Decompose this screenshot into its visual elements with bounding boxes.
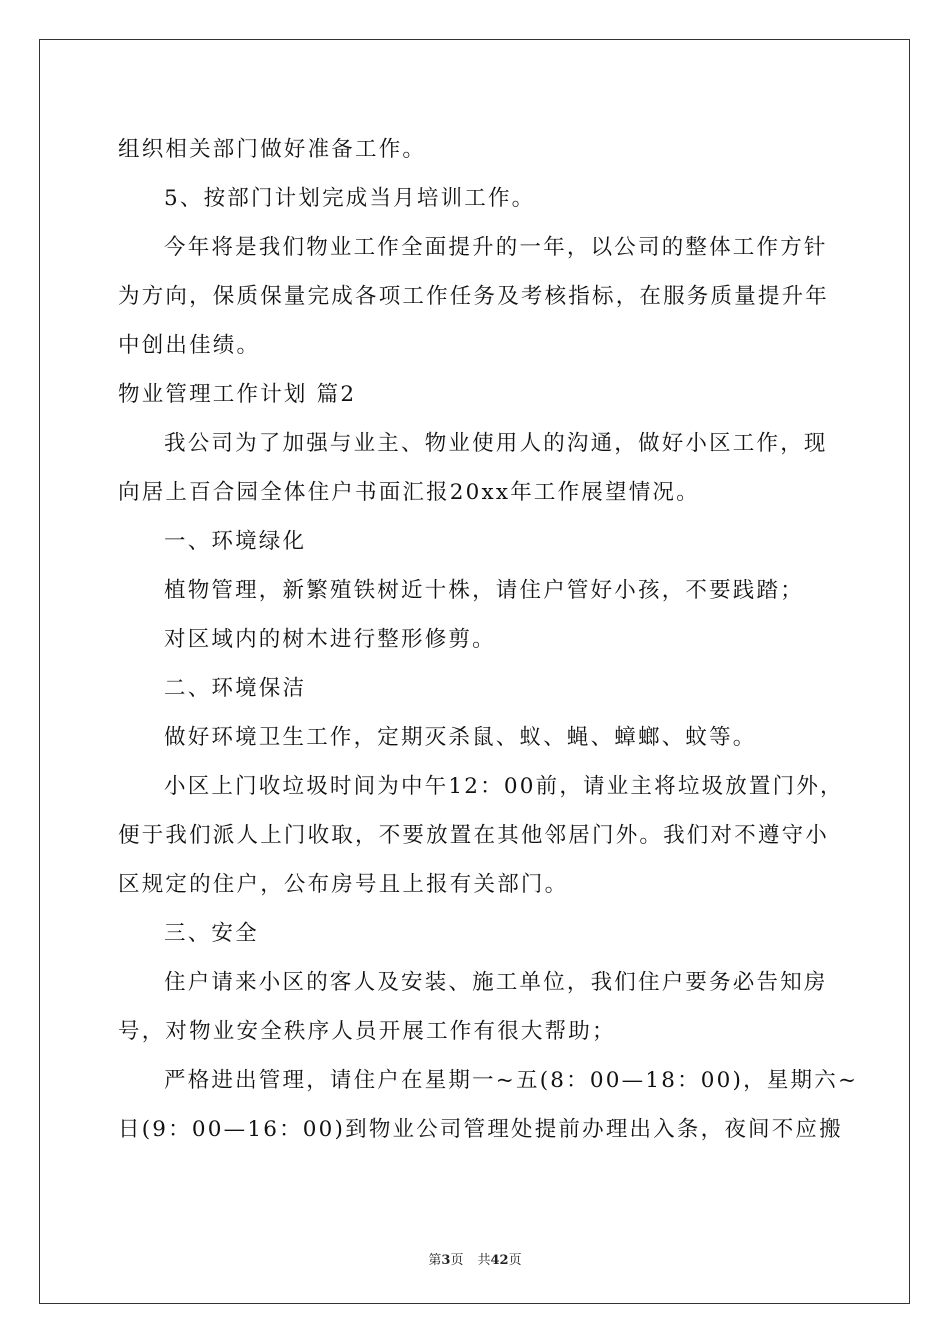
section-heading: 物业管理工作计划 篇2	[118, 382, 357, 407]
paragraph-line: 号，对物业安全秩序人员开展工作有很大帮助；	[118, 1019, 616, 1044]
subsection-heading: 二、环境保洁	[164, 676, 307, 701]
current-page-number: 3	[441, 1253, 451, 1268]
paragraph-line: 植物管理，新繁殖铁树近十株，请住户管好小孩，不要践踏；	[164, 578, 804, 603]
subsection-heading: 一、环境绿化	[164, 529, 307, 554]
footer-prefix: 第	[428, 1253, 442, 1268]
paragraph-line: 5、按部门计划完成当月培训工作。	[164, 186, 536, 211]
subsection-heading: 三、安全	[164, 921, 259, 946]
paragraph-line: 今年将是我们物业工作全面提升的一年，以公司的整体工作方针	[164, 235, 828, 260]
paragraph-line: 向居上百合园全体住户书面汇报20xx年工作展望情况。	[118, 480, 700, 505]
paragraph-line: 中创出佳绩。	[118, 333, 261, 358]
paragraph-line: 小区上门收垃圾时间为中午12：00前，请业主将垃圾放置门外，	[164, 774, 844, 799]
paragraph-line: 对区域内的树木进行整形修剪。	[164, 627, 496, 652]
paragraph-line: 我公司为了加强与业主、物业使用人的沟通，做好小区工作，现	[164, 431, 828, 456]
paragraph-line: 为方向，保质保量完成各项工作任务及考核指标，在服务质量提升年	[118, 284, 830, 309]
footer-total-prefix: 共	[477, 1253, 491, 1268]
paragraph-line: 做好环境卫生工作，定期灭杀鼠、蚁、蝇、蟑螂、蚊等。	[164, 725, 757, 750]
footer-page-unit: 页	[450, 1253, 464, 1268]
paragraph-line: 住户请来小区的客人及安装、施工单位，我们住户要务必告知房	[164, 970, 828, 995]
total-pages-number: 42	[490, 1253, 509, 1268]
paragraph-line: 区规定的住户，公布房号且上报有关部门。	[118, 872, 569, 897]
footer-total-unit: 页	[508, 1253, 522, 1268]
paragraph-line: 便于我们派人上门收取，不要放置在其他邻居门外。我们对不遵守小	[118, 823, 830, 848]
paragraph-line: 组织相关部门做好准备工作。	[118, 137, 427, 162]
document-body	[118, 125, 859, 1154]
paragraph-line: 严格进出管理，请住户在星期一~五(8：00—18：00)，星期六~	[164, 1068, 859, 1093]
paragraph-line: 日(9：00—16：00)到物业公司管理处提前办理出入条，夜间不应搬	[118, 1117, 843, 1142]
page-footer	[0, 1249, 950, 1268]
